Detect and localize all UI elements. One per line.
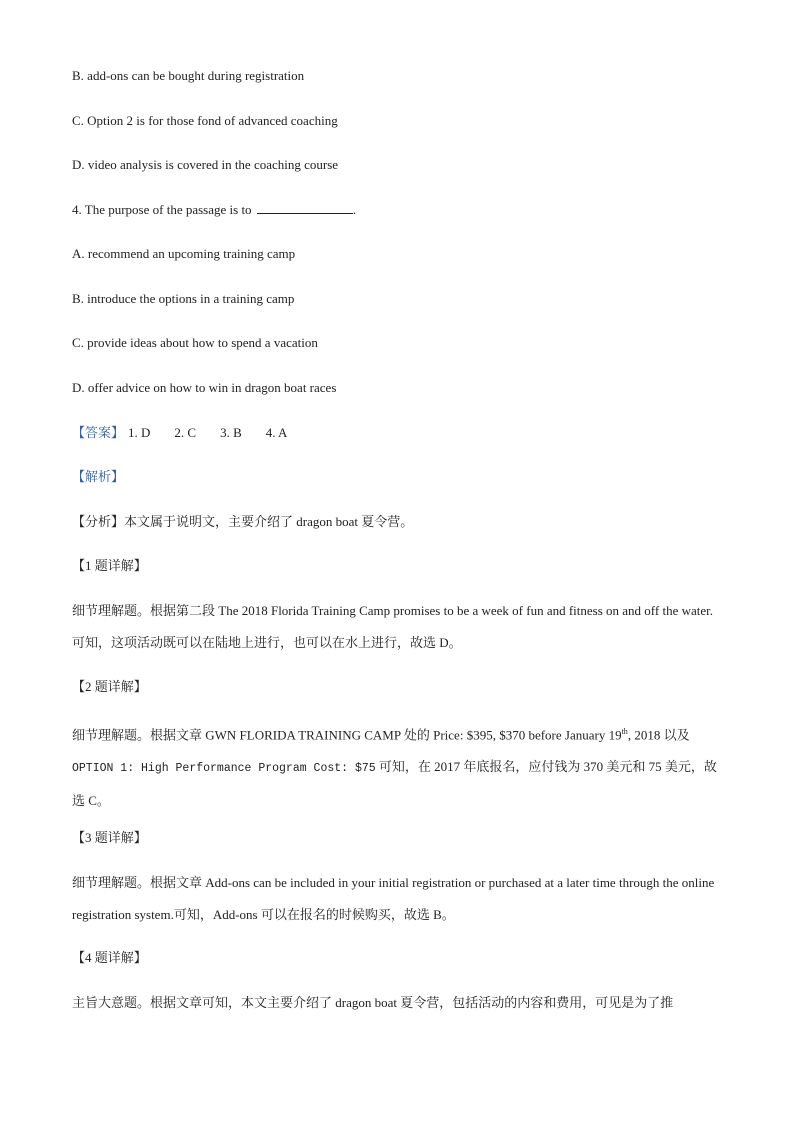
q2-code: OPTION 1: High Performance Program Cost: $75: [72, 762, 376, 776]
q4-option-c: C. provide ideas about how to spend a vacation: [72, 335, 318, 350]
analysis-heading: 【解析】: [72, 469, 125, 484]
q3-option-c: C. Option 2 is for those fond of advanced coaching: [72, 113, 338, 128]
q2-detail: [72, 716, 724, 817]
q3-option-d: D. video analysis is covered in the coaching course: [72, 157, 339, 172]
answer-label: 【答案】: [72, 425, 125, 440]
q4-option-b: B. introduce the options in a training camp: [72, 291, 295, 306]
analysis-summary: [72, 513, 732, 531]
q2-sup: th: [621, 727, 628, 736]
q2-text-c: 可知，在 2017 年底报名，应付钱为 370 美元和 75 美元，故选 C。: [72, 759, 717, 809]
q4-option-d: D. offer advice on how to win in dragon boat races: [72, 380, 337, 395]
q1-detail: 细节理解题。根据第二段 The 2018 Florida Training Camp promises to be a week of fun and fitness on and off the water.可知，这项活动既可以在陆地上进行，也可以在水上进行，故选 D。: [72, 603, 714, 650]
summary-label: 【分析】: [72, 514, 125, 529]
q4-stem-end: .: [352, 202, 357, 217]
answer-item: 2. C: [174, 425, 197, 440]
q1-heading: 【1 题详解】: [72, 558, 147, 573]
q4-stem: [72, 201, 732, 219]
q2-text-a: 细节理解题。根据文章 GWN FLORIDA TRAINING CAMP 处的 Price: $395, $370 before January 19: [72, 727, 622, 743]
answer-blank: [257, 201, 353, 214]
answer-line: [72, 424, 732, 442]
q4-detail: 主旨大意题。根据文章可知，本文主要介绍了 dragon boat 夏令营，包括活动的内容和费用，可见是为了推: [72, 995, 674, 1010]
q2-text-b: , 2018 以及: [627, 727, 690, 743]
q3-detail: 细节理解题。根据文章 Add-ons can be included in your initial registration or purchased at a later time through the online registration system.可知，Add-ons 可以在报名的时候购买，故选 B。: [72, 875, 715, 922]
q3-heading: 【3 题详解】: [72, 830, 147, 845]
q4-stem-text: 4. The purpose of the passage is to: [72, 202, 252, 217]
summary-text: 本文属于说明文，主要介绍了 dragon boat 夏令营。: [124, 514, 414, 529]
q3-option-b: B. add-ons can be bought during registration: [72, 68, 305, 83]
q4-option-a: A. recommend an upcoming training camp: [72, 246, 296, 261]
q2-heading: 【2 题详解】: [72, 679, 147, 694]
answer-item: 4. A: [265, 425, 288, 440]
q4-heading: 【4 题详解】: [72, 950, 147, 965]
answer-item: 3. B: [220, 425, 242, 440]
answer-item: 1. D: [128, 425, 151, 440]
